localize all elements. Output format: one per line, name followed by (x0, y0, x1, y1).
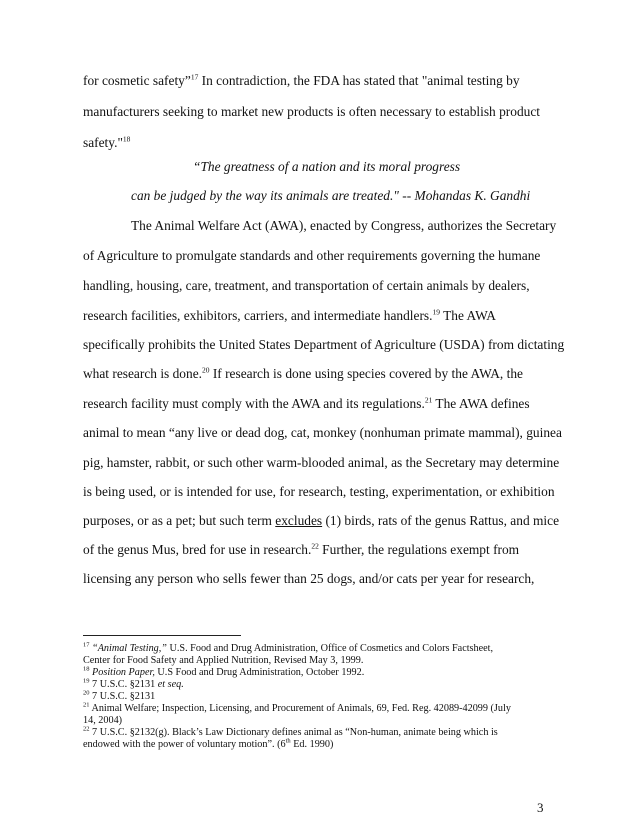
gandhi-quote-line-2: can be judged by the way its animals are treated." -- Mohandas K. Gandhi (131, 188, 531, 203)
footnote-ref-21: 21 (424, 395, 433, 405)
text-run: The AWA (440, 308, 496, 323)
text-run: If research is done using species covered by the AWA, the (209, 366, 523, 381)
text-run: what research is done. (83, 366, 202, 381)
footnote-ref-17: 17 (190, 72, 199, 82)
body-line-p2: of Agriculture to promulgate standards and other requirements governing the humane (83, 248, 541, 263)
text-run: purposes, or as a pet; but such term (83, 513, 276, 528)
footnote-number: 21 (83, 701, 90, 709)
footnote-title: “Animal Testing,” (89, 643, 167, 654)
footnote-text: Ed. 1990) (290, 739, 334, 750)
body-line-p7 (83, 396, 530, 412)
footnote-separator (83, 635, 241, 636)
footnote-21 (83, 703, 553, 715)
page-number: 3 (537, 800, 544, 815)
body-line-p11 (83, 513, 559, 529)
text-run: In contradiction, the FDA has stated that "animal testing by (198, 73, 520, 88)
footnote-ref-20: 20 (201, 365, 210, 375)
footnote-18 (83, 667, 553, 679)
footnote-17 (83, 643, 553, 655)
body-line-p10: is being used, or is intended for use, for research, testing, experimentation, or exhibition (83, 484, 555, 499)
footnote-text: 7 U.S.C. §2131 (89, 679, 158, 690)
body-line-2: manufacturers seeking to market new products is often necessary to establish product (83, 104, 541, 119)
body-line-p8: animal to mean “any live or dead dog, cat, monkey (nonhuman primate mammal), guinea (83, 425, 562, 440)
footnote-title: Position Paper, (89, 667, 155, 678)
footnote-text: 7 U.S.C. §2132(g). Black’s Law Dictionary defines animal as “Non-human, animate being which is (89, 727, 498, 738)
body-line-p12 (83, 542, 519, 558)
body-line-p5: specifically prohibits the United States Department of Agriculture (USDA) from dictating (83, 337, 565, 352)
body-line-p6 (83, 366, 523, 382)
footnote-number: 22 (83, 725, 90, 733)
body-line-p3: handling, housing, care, treatment, and transportation of certain animals by dealers, (83, 278, 530, 293)
text-run: research facility must comply with the AWA and its regulations. (83, 396, 425, 411)
body-line-p4 (83, 308, 496, 324)
footnote-22-cont (83, 739, 553, 751)
footnote-number: 19 (83, 677, 90, 685)
text-run: for cosmetic safety” (83, 73, 191, 88)
footnote-text: Animal Welfare; Inspection, Licensing, and Procurement of Animals, 69, Fed. Reg. 42089-42099 (July (89, 703, 511, 714)
footnote-17-cont: Center for Food Safety and Applied Nutrition, Revised May 3, 1999. (83, 655, 364, 666)
body-line-3 (83, 135, 130, 151)
body-line-p13: licensing any person who sells fewer than 25 dogs, and/or cats per year for research, (83, 571, 535, 586)
gandhi-quote-line-1: “The greatness of a nation and its moral progress (193, 159, 461, 174)
body-line-1 (83, 73, 520, 89)
text-run: safety." (83, 135, 123, 150)
body-line-p1: The Animal Welfare Act (AWA), enacted by Congress, authorizes the Secretary (131, 218, 557, 233)
footnote-text: endowed with the power of voluntary motion”. (6 (83, 739, 286, 750)
body-line-p9: pig, hamster, rabbit, or such other warm-blooded animal, as the Secretary may determine (83, 455, 560, 470)
footnote-ref-19: 19 (432, 307, 440, 317)
text-run: (1) birds, rats of the genus Rattus, and mice (322, 513, 560, 528)
footnote-22 (83, 727, 553, 739)
footnote-number: 20 (83, 689, 90, 697)
footnote-number: 17 (83, 641, 90, 649)
text-run: Further, the regulations exempt from (318, 542, 520, 557)
footnote-20 (83, 691, 553, 703)
footnote-text: U.S Food and Drug Administration, October 1992. (154, 667, 365, 678)
footnote-text: 7 U.S.C. §2131 (89, 691, 156, 702)
text-run: research facilities, exhibitors, carriers, and intermediate handlers. (83, 308, 433, 323)
text-run: The AWA defines (432, 396, 530, 411)
footnote-text: U.S. Food and Drug Administration, Office of Cosmetics and Colors Factsheet, (166, 643, 494, 654)
ordinal-suffix: th (285, 737, 291, 745)
footnote-ref-18: 18 (122, 134, 131, 144)
footnote-19 (83, 679, 553, 691)
footnote-ref-22: 22 (311, 541, 319, 551)
footnote-italic: et seq. (157, 679, 184, 690)
underlined-excludes: excludes (275, 513, 323, 528)
footnote-number: 18 (83, 665, 90, 673)
footnote-21-cont: 14, 2004) (83, 715, 123, 726)
text-run: of the genus Mus, bred for use in research. (83, 542, 312, 557)
